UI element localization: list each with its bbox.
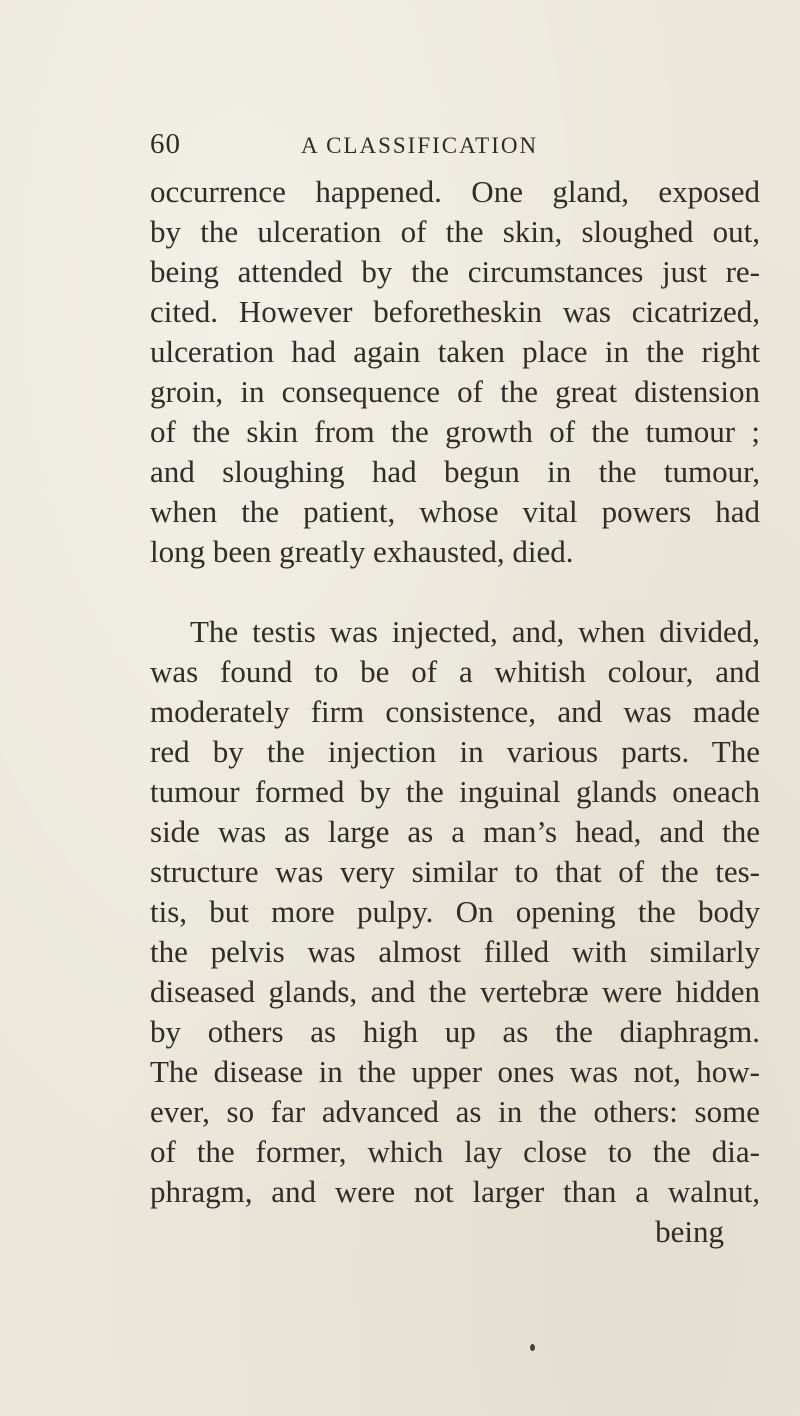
page-number: 60	[150, 128, 181, 160]
paragraph-gap	[150, 572, 760, 612]
text-line: tumour formed by the inguinal glands oneach	[150, 774, 760, 809]
ink-speck	[530, 1344, 535, 1351]
text-line: diseased glands, and the vertebræ were hidden	[150, 974, 760, 1009]
text-line: of the former, which lay close to the dia-	[150, 1134, 760, 1169]
text-line: being attended by the circumstances just re-	[150, 254, 760, 289]
text-line: was found to be of a whitish colour, and	[150, 654, 760, 689]
text-line: The disease in the upper ones was not, how-	[150, 1054, 760, 1089]
text-line: occurrence happened. One gland, exposed	[150, 174, 760, 209]
text-line: ever, so far advanced as in the others: some	[150, 1094, 760, 1129]
running-head-title: A CLASSIFICATION	[301, 133, 539, 158]
text-line: moderately firm consistence, and was made	[150, 694, 760, 729]
text-line: tis, but more pulpy. On opening the body	[150, 894, 760, 929]
text-line: and sloughing had begun in the tumour,	[150, 454, 760, 489]
text-line: by others as high up as the diaphragm.	[150, 1014, 760, 1049]
text-line: groin, in consequence of the great distension	[150, 374, 760, 409]
text-line: structure was very similar to that of the tes-	[150, 854, 760, 889]
text-line: ulceration had again taken place in the right	[150, 334, 760, 369]
text-line: phragm, and were not larger than a walnut,	[150, 1174, 760, 1209]
text-line: when the patient, whose vital powers had	[150, 494, 760, 529]
text-line: The testis was injected, and, when divided,	[190, 614, 760, 649]
text-line: cited. However beforetheskin was cicatrized,	[150, 294, 760, 329]
text-line: of the skin from the growth of the tumour ;	[150, 414, 760, 449]
body-text	[150, 172, 760, 1252]
paragraph-2	[150, 612, 760, 1252]
running-head	[150, 128, 750, 164]
text-line: red by the injection in various parts. The	[150, 734, 760, 769]
catchword: being	[655, 1214, 724, 1249]
text-line: by the ulceration of the skin, sloughed out,	[150, 214, 760, 249]
text-line: side was as large as a man’s head, and the	[150, 814, 760, 849]
text-line: the pelvis was almost filled with similarly	[150, 934, 760, 969]
text-line: long been greatly exhausted, died.	[150, 534, 574, 569]
paragraph-1	[150, 172, 760, 572]
